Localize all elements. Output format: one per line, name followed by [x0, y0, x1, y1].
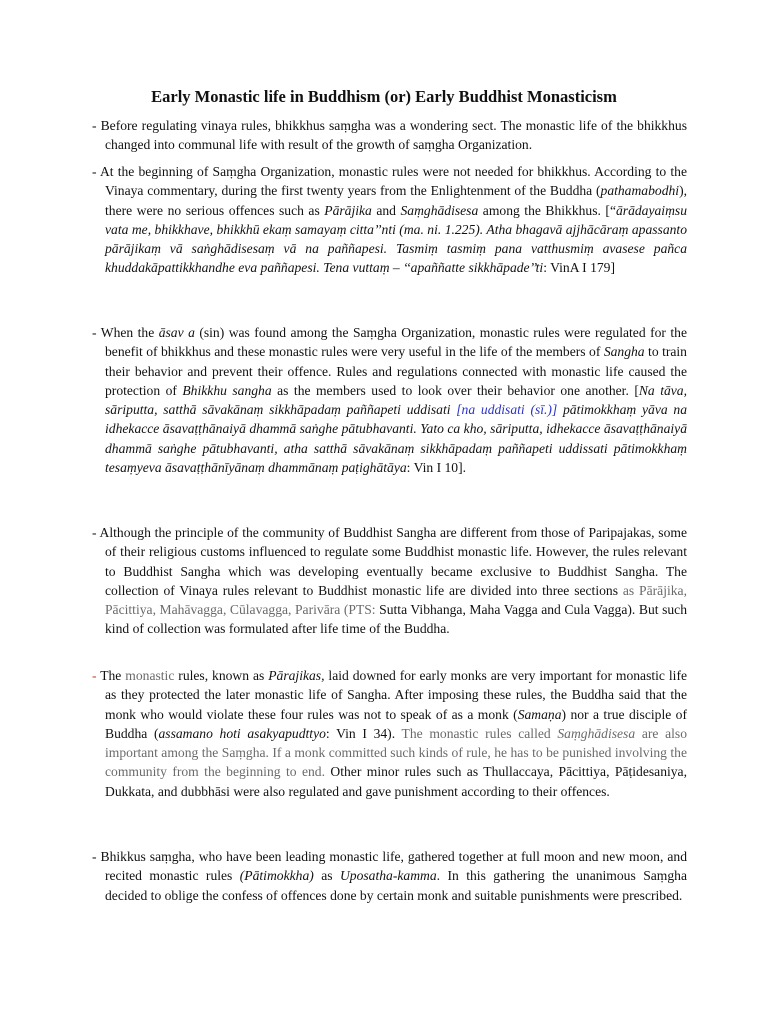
text-segment: - When the	[92, 325, 159, 340]
paragraph-asava-sin	[92, 323, 687, 477]
text-segment: (sin) was found among the Saṃgha Organization, monastic rules were regulated for the benefit of bhikkhus and these monastic rules were very useful in the life of the members of	[105, 325, 687, 360]
text-segment: monastic	[125, 668, 175, 683]
text-segment: pathamabodhi	[600, 183, 680, 199]
text-segment: -	[92, 668, 97, 683]
text-segment: - Although the principle of the community of Buddhist Sangha are different from those of Paripajakas, some of their religious customs influenced to regulate some Buddhist monastic life. However, the rules relevant to Buddhist Sangha which was developing eventually became exclusive to Buddhist Sangha. The collection of Vinaya rules relevant to Buddhist monastic life are divided into three sections	[92, 525, 687, 598]
text-segment: [na uddisati (sī.)]	[456, 402, 558, 418]
text-segment: ) nor a true disciple of Buddha (	[105, 706, 687, 741]
text-segment: : VinA I 179]	[543, 260, 615, 276]
document-title: Early Monastic life in Buddhism (or) Early Buddhist Monasticism	[151, 87, 617, 106]
text-segment: ārādayaiṃsu vata me, bhikkhave, bhikkhū ekaṃ samayaṃ citta’’nti (ma. ni. 1.225). Atha bhagavā ajjhācāraṃ apassanto pārājikaṃ vā saṅghādisesaṃ vā na paññapesi. Tasmiṃ tasmiṃ pana vatthusmiṃ avasese pañca khuddakāpattikkhandhe eva paññapesi. Tena vuttaṃ – ‘‘apaññatte sikkhāpade’’ti	[105, 202, 687, 276]
text-segment: to train their behavior and prevent their offence. Rules and regulations connected with monastic life caused the protection of	[105, 344, 687, 398]
text-segment: - Bhikkus saṃgha, who have been leading monastic life, gathered together at full moon and new moon, and recited monastic rules	[92, 849, 687, 884]
paragraph-uposatha	[92, 847, 687, 905]
text-segment: - Before regulating vinaya rules, bhikkhus saṃgha was a wondering sect. The monastic life of the bhikkhus changed into communal life with result of the growth of saṃgha Organization.	[92, 118, 687, 153]
text-segment: assamano hoti asakyapudttyo	[158, 725, 326, 741]
text-segment: as	[313, 868, 340, 884]
text-segment: Uposatha-kamma	[339, 868, 437, 884]
text-segment: Samaṇa	[517, 706, 562, 722]
text-segment: (Pātimokkha)	[239, 868, 314, 884]
text-segment: Other minor rules such as Thullaccaya, Pācittiya, Pāṭidesaniya, Dukkata, and dubbhāsi were also regulated and gave punishment according to their offences.	[105, 764, 687, 799]
text-segment: : Vin I 34).	[325, 725, 402, 741]
text-segment: pātimokkhaṃ yāva na idhekacce āsavaṭṭhānaiyā dhammā saṅghe pātubhavanti. Yato ca kho, sāriputta, idhekacce āsavaṭṭhānaiyā dhammā saṅghe pātubhavanti, atha satthā sāvakānaṃ sikkhāpadaṃ paññapeti uddissati pātimokkhaṃ tesaṃyeva āsavaṭṭhānīyānaṃ dhammānaṃ paṭighātāya	[105, 402, 687, 476]
text-segment: Saṃghādisesa	[557, 725, 636, 741]
text-segment: rules, known as	[174, 668, 269, 683]
paragraph-paripajakas	[92, 523, 687, 639]
paragraph-beginning-of-samgha	[92, 162, 687, 278]
text-segment: among the Bhikkhus. [“	[478, 202, 616, 218]
text-segment: . In this gathering the unanimous Saṃgha decided to oblige the confess of offences done by certain monk and suitable punishments were prescribed.	[105, 868, 687, 903]
paragraph-vinaya-intro	[92, 116, 687, 155]
text-segment: āsav a	[158, 325, 195, 340]
text-segment: ), there were no serious offences such as	[105, 183, 687, 218]
text-segment: - At the beginning of Saṃgha Organization, monastic rules were not needed for bhikkhus. According to the Vinaya commentary, during the first twenty years from the Enlightenment of the Buddha (	[92, 164, 687, 199]
text-segment: Saṃghādisesa	[400, 202, 479, 218]
text-segment: Pārājika	[324, 202, 372, 218]
paragraph-parajikas	[92, 666, 687, 801]
text-segment: and	[371, 202, 401, 218]
text-segment: are also important among the Saṃgha. If a monk committed such kinds of rule, he has to be punished involving the community from the beginning to end.	[105, 725, 688, 780]
text-segment: The	[96, 668, 126, 683]
text-segment: The monastic rules called	[401, 725, 558, 741]
text-segment: Na tāva, sāriputta, satthā sāvakānaṃ sikkhāpadaṃ paññapeti uddisati	[105, 382, 687, 418]
text-segment: as Pārājika, Pācittiya, Mahāvagga, Cūlavagga, Parivāra (PTS:	[105, 582, 687, 618]
text-segment: Sutta Vibhanga, Maha Vagga and Cula Vagga). But such kind of collection was formulated after life time of the Buddha.	[105, 602, 687, 637]
text-segment: Sangha	[603, 344, 645, 360]
text-segment: Pārajikas,	[268, 668, 325, 683]
text-segment: laid downed for early monks are very important for monastic life as they protected the later monastic life of Sangha. After imposing these rules, the Buddha said that the monk who would violate these four rules was not to speak of as a monk (	[105, 668, 688, 722]
text-segment: as the members used to look over their behavior one another. [	[271, 382, 639, 398]
text-segment: Bhikkhu sangha	[182, 382, 272, 398]
text-segment: : Vin I 10].	[406, 460, 467, 476]
